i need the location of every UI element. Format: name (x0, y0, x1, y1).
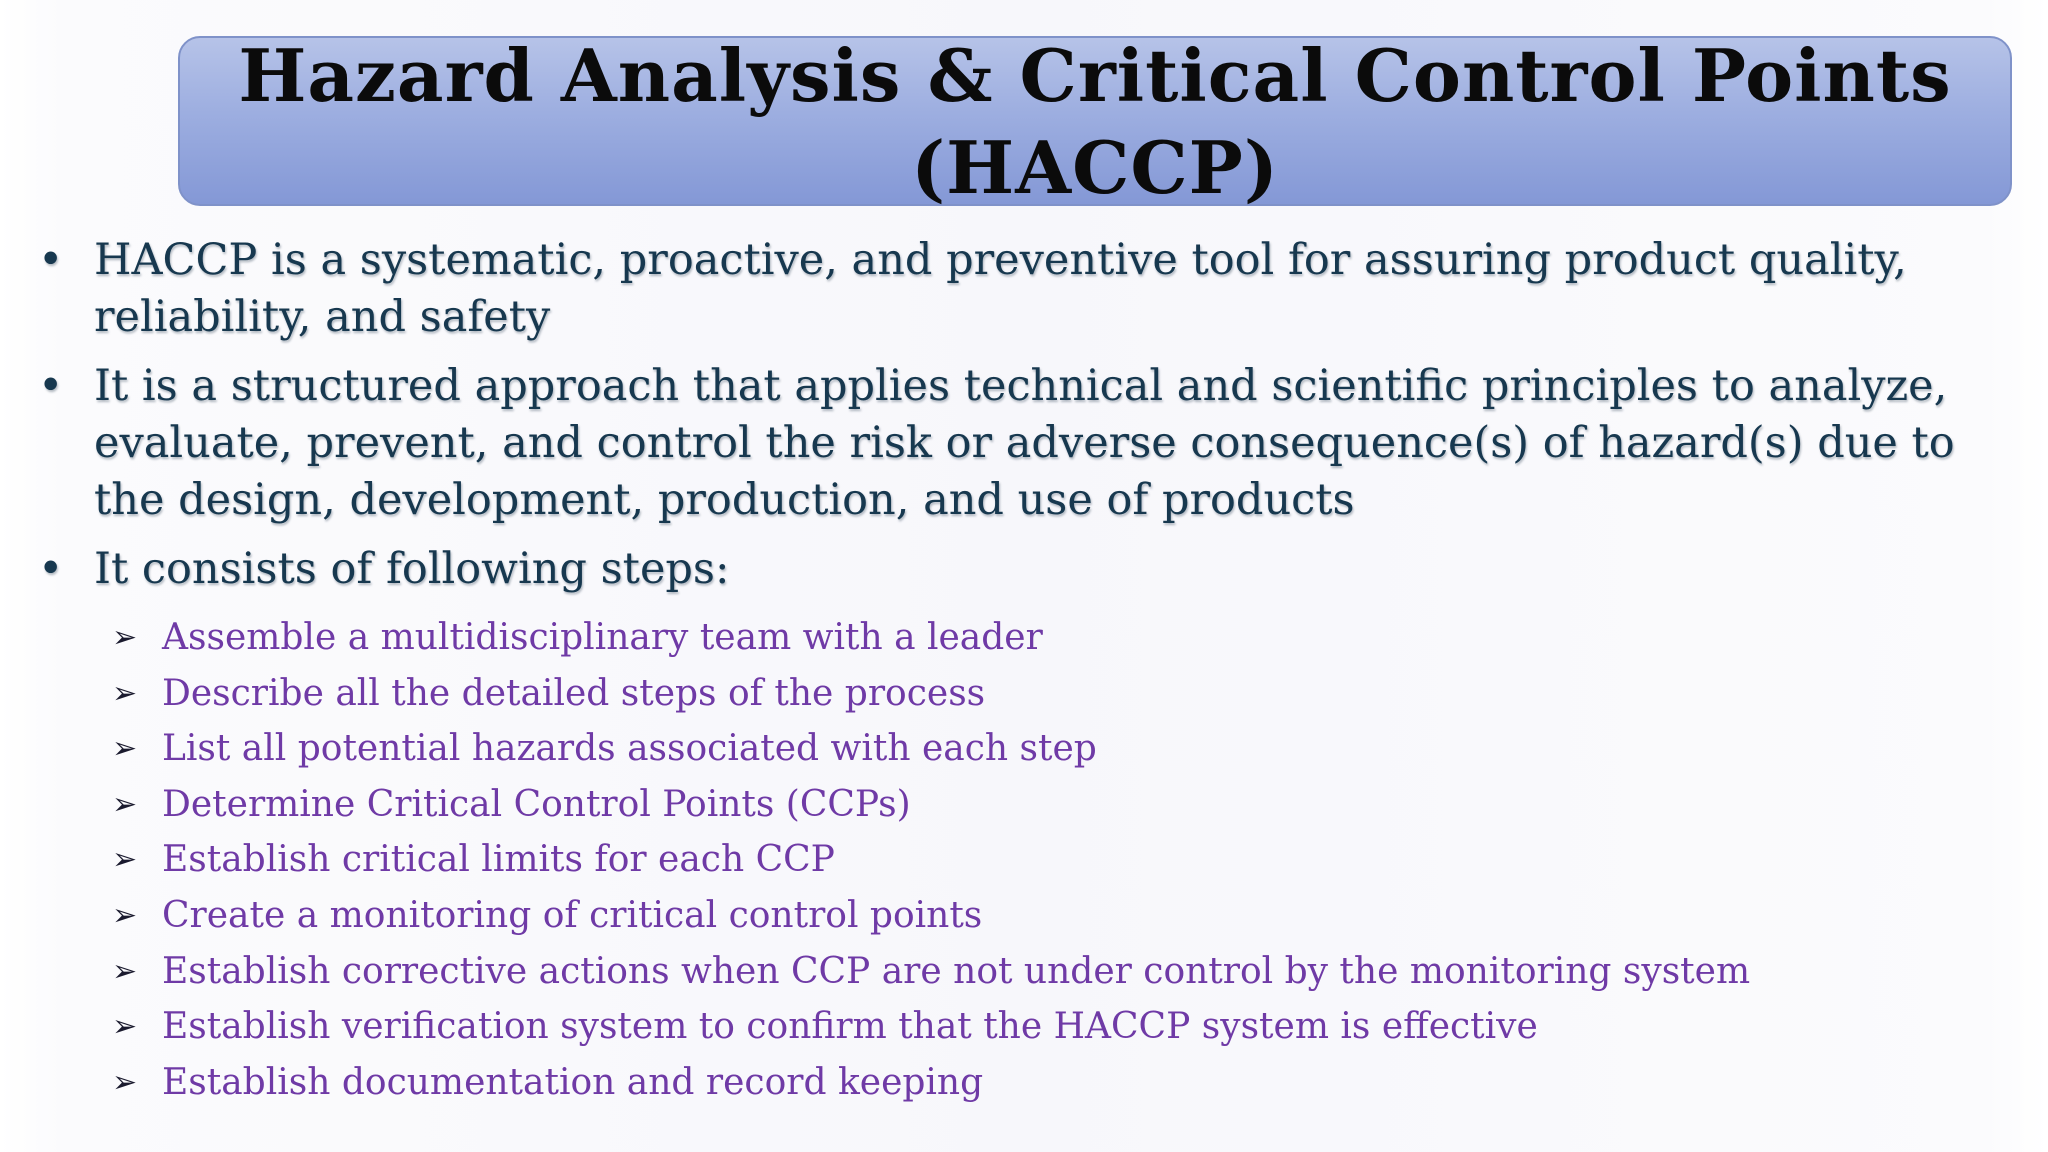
step-item (30, 999, 1990, 1055)
step-item (30, 1055, 1990, 1111)
arrow-bullet-icon: ➢ (112, 731, 138, 767)
arrow-bullet-icon: ➢ (112, 1064, 138, 1100)
arrow-bullet-icon: ➢ (112, 1009, 138, 1045)
step-text: Establish verification system to confirm that the HACCP system is effective (162, 1006, 1538, 1048)
bullet-text: It is a structured approach that applies technical and scientific principles to analyze, evaluate, prevent, and control the risk or adverse consequence(s) of hazard(s) due to the design, development, production, and use of products (94, 361, 1955, 525)
arrow-bullet-icon: ➢ (112, 842, 138, 878)
arrow-bullet-icon: ➢ (112, 786, 138, 822)
step-text: Establish critical limits for each CCP (162, 839, 835, 881)
step-text: List all potential hazards associated with each step (162, 728, 1097, 770)
step-item (30, 888, 1990, 944)
step-item (30, 666, 1990, 722)
bullet-dot-icon: • (38, 361, 64, 411)
slide-title (178, 30, 2012, 214)
step-text: Establish documentation and record keeping (162, 1061, 984, 1103)
bullet-text: HACCP is a systematic, proactive, and preventive tool for assuring product quality, reliability, and safety (94, 235, 1907, 342)
bullet-dot-icon: • (38, 544, 64, 594)
bullet-item-steps (30, 541, 1990, 598)
step-text: Describe all the detailed steps of the process (162, 672, 986, 714)
step-text: Establish corrective actions when CCP are not under control by the monitoring system (162, 950, 1751, 992)
step-text: Determine Critical Control Points (CCPs) (162, 783, 911, 825)
step-text: Assemble a multidisciplinary team with a leader (162, 617, 1043, 658)
arrow-bullet-icon: ➢ (112, 953, 138, 989)
step-item (30, 721, 1990, 777)
arrow-bullet-icon: ➢ (112, 897, 138, 933)
title-line-2: (HACCP) (911, 125, 1279, 210)
title-line-1: Hazard Analysis & Critical Control Points (238, 33, 1952, 118)
steps-list (30, 610, 1990, 1110)
slide-content (30, 232, 1990, 1110)
step-text: Create a monitoring of critical control points (162, 894, 983, 936)
bullet-item-approach (30, 358, 1990, 529)
step-item (30, 610, 1990, 666)
step-item (30, 832, 1990, 888)
arrow-bullet-icon: ➢ (112, 620, 138, 655)
bullet-text: It consists of following steps: (94, 544, 730, 594)
step-item (30, 777, 1990, 833)
step-item (30, 944, 1990, 1000)
bullet-list (30, 232, 1990, 598)
bullet-item-definition (30, 232, 1990, 346)
arrow-bullet-icon: ➢ (112, 675, 138, 711)
bullet-dot-icon: • (38, 235, 64, 285)
